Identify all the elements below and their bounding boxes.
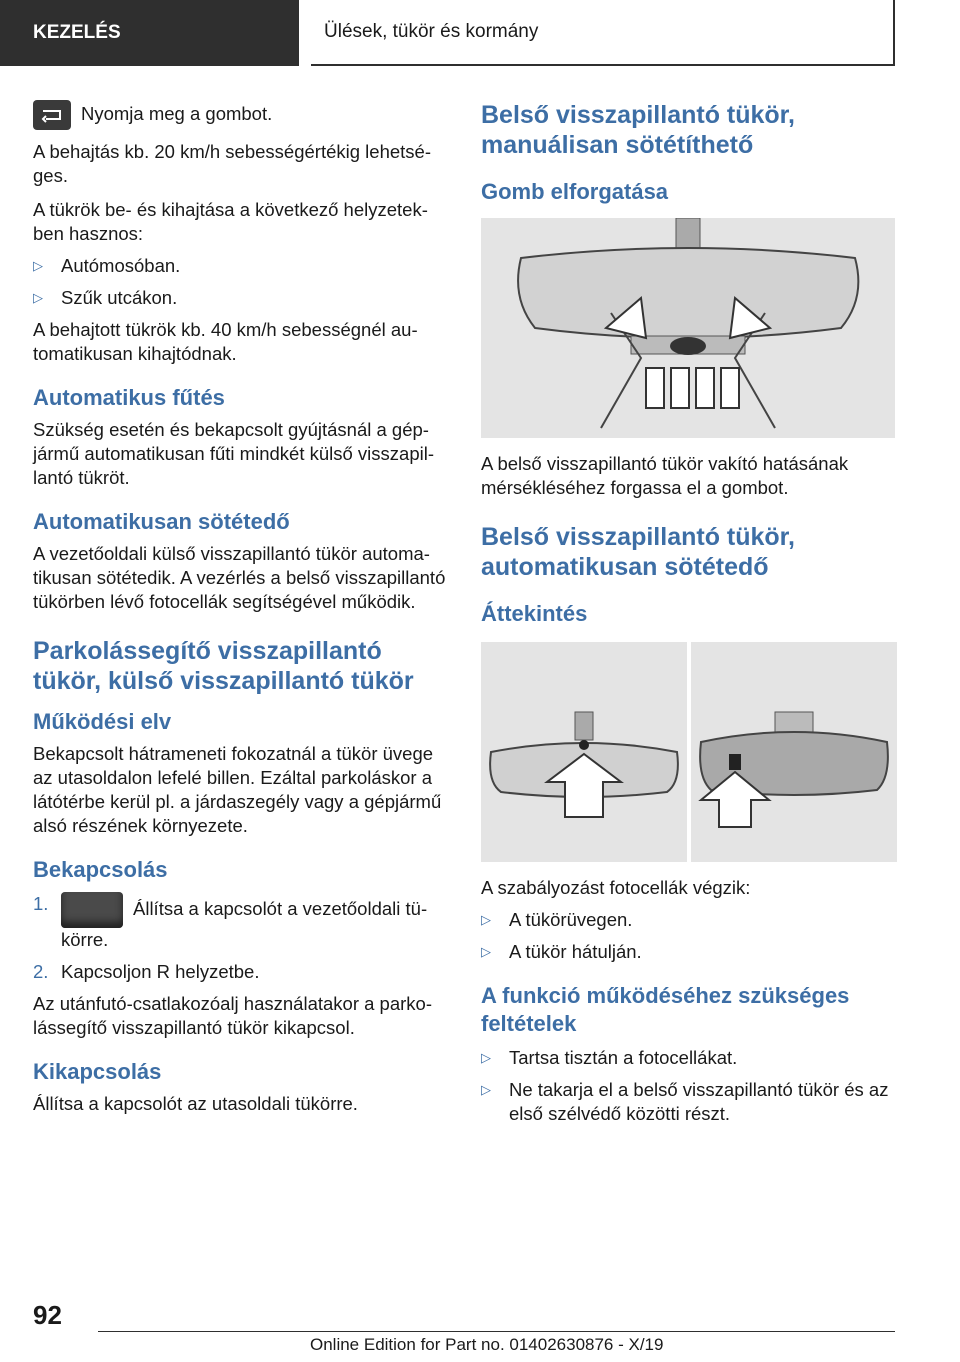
left-column [33, 100, 449, 1116]
paragraph: Bekapcsolt hátrameneti fokozatnál a tükör üvege az utasoldalon lefelé billen. Ezáltal parkoláskor a látótérbe kerül pl. a járdaszegély vagy a gépjármű alsó részének környezete. [33, 743, 442, 836]
footer-divider [98, 1331, 895, 1332]
list-item [481, 908, 897, 932]
list-item [481, 1078, 897, 1126]
list-item [481, 1046, 897, 1070]
step-number: 1. [33, 893, 49, 914]
section-tab: KEZELÉS [0, 0, 299, 66]
list-item [33, 960, 449, 984]
paragraph: Állítsa a kapcsolót az utasoldali tükörre. [33, 1093, 358, 1114]
heading-heating: Automatikus fűtés [33, 385, 225, 410]
footer-edition: Online Edition for Part no. 01402630876 - X/19 [310, 1335, 664, 1354]
triangle-bullet-icon: ▷ [33, 290, 43, 305]
heading-auto-mirror: Belső visszapillantó tükör, automatikusan sötétedő [481, 523, 795, 581]
triangle-bullet-icon: ▷ [481, 944, 491, 959]
list-item-text: Autómosóban. [61, 255, 181, 276]
triangle-bullet-icon: ▷ [481, 1082, 491, 1097]
heading-manual-mirror: Belső visszapillantó tükör, manuálisan sötétíthető [481, 101, 795, 159]
list-item [33, 254, 449, 278]
paragraph: A behajtás kb. 20 km/h sebességértékig lehetséges. [33, 141, 431, 186]
page-header [0, 0, 960, 66]
heading-parking-mirror: Parkolássegítő visszapillantó tükör, külső visszapillantó tükör [33, 637, 414, 695]
mirror-knob-figure [481, 218, 895, 438]
mirror-back-figure [691, 642, 897, 862]
paragraph: Szükség esetén és bekapcsolt gyújtásnál a gépjármű automatikusan fűti mindkét külső visszapillantó tükröt. [33, 419, 435, 488]
fold-button-text: Nyomja meg a gombot. [81, 102, 273, 124]
step-text: Kapcsoljon R helyzetbe. [61, 961, 260, 982]
heading-switch-off: Kikapcsolás [33, 1059, 162, 1084]
paragraph: A vezetőoldali külső visszapillantó tükör automatikusan sötétedik. A vezérlés a belső visszapillantó tükörben lévő fotocellák segítségével működik. [33, 543, 446, 612]
list-item-text: A tükörüvegen. [509, 909, 633, 930]
heading-dimming: Automatikusan sötétedő [33, 509, 290, 534]
paragraph: A szabályozást fotocellák végzik: [481, 877, 751, 898]
triangle-bullet-icon: ▷ [33, 258, 43, 273]
mirror-switch-icon [61, 892, 123, 928]
list-item-text: Ne takarja el a belső visszapillantó tükör és az első szélvédő közötti részt. [509, 1079, 889, 1124]
fold-button-row [33, 100, 449, 130]
list-item-text: A tükör hátulján. [509, 941, 642, 962]
heading-switch-on: Bekapcsolás [33, 857, 168, 882]
step-number: 2. [33, 961, 49, 982]
photocell-figures [481, 642, 897, 862]
chapter-title: Ülések, tükör és kormány [311, 0, 895, 66]
triangle-bullet-icon: ▷ [481, 1050, 491, 1065]
heading-turn-knob: Gomb elforgatása [481, 179, 669, 204]
list-item [481, 940, 897, 964]
list-item-text: Szűk utcákon. [61, 287, 178, 308]
page-number: 92 [33, 1300, 62, 1330]
list-item-text: Tartsa tisztán a fotocellákat. [509, 1047, 738, 1068]
heading-principle: Működési elv [33, 709, 172, 734]
step-text: Állítsa a kapcsolót a vezetőoldali tükörre. [61, 897, 428, 950]
mirror-front-figure [481, 642, 687, 862]
heading-conditions: A funkció működéséhez szükséges feltételek [481, 983, 850, 1036]
right-column [481, 100, 897, 1134]
triangle-bullet-icon: ▷ [481, 912, 491, 927]
paragraph: A behajtott tükrök kb. 40 km/h sebességnél automatikusan kihajtódnak. [33, 319, 418, 364]
caption: A belső visszapillantó tükör vakító hatásának mérsékléséhez forgassa el a gombot. [481, 453, 849, 498]
list-item [33, 286, 449, 310]
mirror-fold-icon [33, 100, 71, 130]
list-item [33, 892, 449, 952]
paragraph: Az utánfutó-csatlakozóalj használatakor a parkolássegítő visszapillantó tükör kikapcsol. [33, 993, 433, 1038]
heading-overview: Áttekintés [481, 601, 588, 626]
paragraph: A tükrök be- és kihajtása a következő helyzetekben hasznos: [33, 199, 428, 244]
